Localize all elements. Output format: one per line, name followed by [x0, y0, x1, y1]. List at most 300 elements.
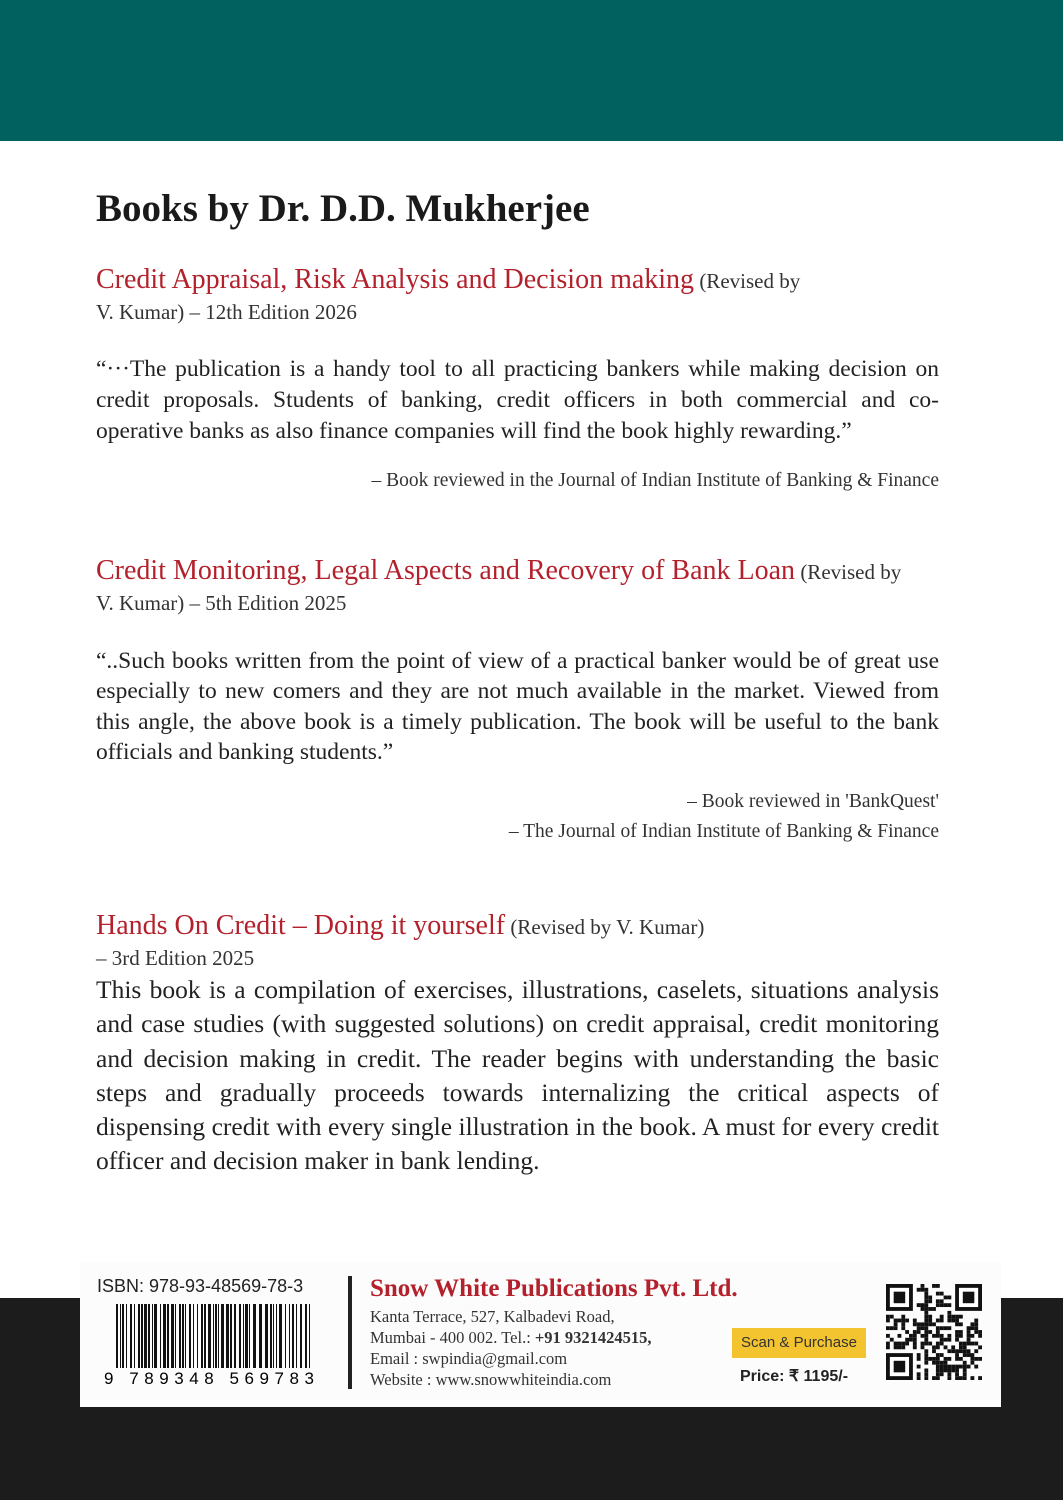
- barcode-bar: [259, 1304, 262, 1368]
- qr-module: [924, 1307, 928, 1311]
- qr-module: [955, 1322, 959, 1326]
- qr-module: [921, 1288, 925, 1292]
- qr-module: [944, 1296, 948, 1300]
- qr-module: [917, 1357, 921, 1361]
- qr-module: [947, 1338, 951, 1342]
- qr-module: [963, 1342, 967, 1346]
- qr-module: [951, 1319, 955, 1323]
- qr-module: [974, 1319, 978, 1323]
- barcode-bar: [296, 1304, 297, 1368]
- qr-module: [959, 1342, 963, 1346]
- qr-module: [928, 1342, 932, 1346]
- qr-module: [924, 1330, 928, 1334]
- email: Email : swpindia@gmail.com: [370, 1349, 568, 1368]
- qr-module: [936, 1342, 940, 1346]
- book-title: Hands On Credit – Doing it yourself: [96, 910, 506, 941]
- barcode: [104, 1304, 316, 1386]
- qr-module: [963, 1361, 967, 1365]
- review-quote: “···The publication is a handy tool to all practicing bankers while making decision on credit proposals. Students of banking, credit officers in both commercial and co-operative banks as also finance companies will find the book highly rewarding.”: [96, 356, 939, 444]
- qr-module: [963, 1365, 967, 1369]
- qr-module: [924, 1299, 928, 1303]
- qr-module: [944, 1303, 948, 1307]
- qr-module: [932, 1357, 936, 1361]
- qr-module: [940, 1319, 944, 1323]
- barcode-bar: [215, 1304, 217, 1368]
- qr-module: [921, 1334, 925, 1338]
- book-edition: – 3rd Edition 2025: [96, 946, 255, 970]
- qr-module: [940, 1334, 944, 1338]
- qr-module: [905, 1330, 909, 1334]
- barcode-bar: [270, 1304, 272, 1368]
- barcode-bar: [141, 1304, 143, 1368]
- qr-module: [951, 1315, 955, 1319]
- qr-module: [932, 1334, 936, 1338]
- qr-module: [951, 1368, 955, 1372]
- barcode-bar: [122, 1304, 124, 1368]
- address-line: Kanta Terrace, 527, Kalbadevi Road,: [370, 1307, 615, 1326]
- barcode-bar: [193, 1304, 194, 1368]
- qr-module: [974, 1365, 978, 1369]
- qr-module: [940, 1365, 944, 1369]
- barcode-bar: [189, 1304, 191, 1368]
- qr-module: [924, 1353, 928, 1357]
- qr-module: [978, 1357, 982, 1361]
- qr-module: [924, 1368, 928, 1372]
- qr-module: [894, 1345, 898, 1349]
- qr-module: [894, 1326, 898, 1330]
- qr-module: [901, 1319, 905, 1323]
- qr-module: [921, 1307, 925, 1311]
- book-1: [96, 263, 939, 496]
- qr-module: [974, 1349, 978, 1353]
- book-edition: V. Kumar) – 12th Edition 2026: [96, 300, 357, 324]
- barcode-bar: [185, 1304, 186, 1368]
- qr-module: [951, 1349, 955, 1353]
- qr-module: [967, 1330, 971, 1334]
- qr-module: [947, 1372, 951, 1376]
- qr-module: [917, 1353, 921, 1357]
- publisher-footer: [80, 1262, 1001, 1407]
- page-title: Books by Dr. D.D. Mukherjee: [96, 187, 590, 230]
- barcode-bar: [221, 1304, 224, 1368]
- barcode-bar: [182, 1304, 184, 1368]
- qr-module: [940, 1303, 944, 1307]
- qr-module: [944, 1326, 948, 1330]
- qr-module: [913, 1322, 917, 1326]
- qr-module: [951, 1345, 955, 1349]
- qr-module: [924, 1322, 928, 1326]
- qr-module: [932, 1361, 936, 1365]
- qr-module: [928, 1357, 932, 1361]
- qr-module: [978, 1330, 982, 1334]
- qr-module: [924, 1361, 928, 1365]
- barcode-bar: [167, 1304, 169, 1368]
- review-source: – Book reviewed in 'BankQuest': [687, 791, 939, 813]
- qr-module: [936, 1330, 940, 1334]
- qr-module: [936, 1284, 940, 1288]
- qr-module: [932, 1349, 936, 1353]
- qr-module: [947, 1349, 951, 1353]
- qr-module: [936, 1361, 940, 1365]
- book-revised: (Revised by V. Kumar): [505, 915, 705, 939]
- barcode-bar: [305, 1304, 307, 1368]
- qr-module: [955, 1319, 959, 1323]
- qr-module: [924, 1288, 928, 1292]
- qr-module: [890, 1315, 894, 1319]
- qr-module: [959, 1322, 963, 1326]
- qr-module: [890, 1338, 894, 1342]
- book-3: [96, 909, 939, 1179]
- qr-module: [924, 1376, 928, 1380]
- barcode-bar: [249, 1304, 250, 1368]
- qr-module: [898, 1342, 902, 1346]
- qr-module: [947, 1296, 951, 1300]
- qr-module: [947, 1357, 951, 1361]
- qr-finder: [894, 1361, 906, 1373]
- qr-module: [886, 1326, 890, 1330]
- website: Website : www.snowwhiteindia.com: [370, 1370, 612, 1389]
- qr-module: [955, 1338, 959, 1342]
- book-revised: (Revised by: [694, 269, 801, 293]
- barcode-bar: [126, 1304, 127, 1368]
- barcode-bar: [175, 1304, 176, 1368]
- qr-module: [936, 1368, 940, 1372]
- qr-module: [940, 1292, 944, 1296]
- barcode-bar: [285, 1304, 286, 1368]
- barcode-bar: [130, 1304, 132, 1368]
- qr-module: [921, 1345, 925, 1349]
- qr-module: [924, 1319, 928, 1323]
- qr-module: [928, 1307, 932, 1311]
- qr-module: [924, 1372, 928, 1376]
- qr-module: [940, 1368, 944, 1372]
- qr-module: [955, 1365, 959, 1369]
- qr-module: [936, 1372, 940, 1376]
- qr-module: [955, 1368, 959, 1372]
- barcode-digits: 9 789348 569783: [104, 1369, 314, 1386]
- qr-module: [970, 1357, 974, 1361]
- qr-finder: [963, 1292, 975, 1304]
- qr-module: [955, 1330, 959, 1334]
- qr-module: [928, 1322, 932, 1326]
- qr-module: [944, 1338, 948, 1342]
- qr-module: [905, 1338, 909, 1342]
- barcode-bar: [218, 1304, 219, 1368]
- qr-module: [963, 1349, 967, 1353]
- qr-module: [886, 1345, 890, 1349]
- qr-module: [936, 1357, 940, 1361]
- barcode-bar: [163, 1304, 166, 1368]
- barcode-bar: [253, 1304, 256, 1368]
- qr-module: [963, 1353, 967, 1357]
- qr-module: [917, 1365, 921, 1369]
- qr-module: [936, 1303, 940, 1307]
- barcode-bar: [160, 1304, 161, 1368]
- book-edition: V. Kumar) – 5th Edition 2025: [96, 591, 347, 615]
- qr-module: [936, 1334, 940, 1338]
- qr-module: [970, 1361, 974, 1365]
- qr-module: [959, 1376, 963, 1380]
- qr-module: [913, 1338, 917, 1342]
- qr-module: [944, 1365, 948, 1369]
- qr-module: [913, 1330, 917, 1334]
- review-source: – Book reviewed in the Journal of Indian Institute of Banking & Finance: [371, 470, 939, 491]
- qr-module: [936, 1292, 940, 1296]
- qr-module: [955, 1315, 959, 1319]
- barcode-bar: [273, 1304, 274, 1368]
- phone: +91 9321424515,: [534, 1328, 652, 1347]
- qr-module: [967, 1342, 971, 1346]
- qr-code: [886, 1284, 982, 1380]
- barcode-bar: [208, 1304, 211, 1368]
- qr-module: [955, 1357, 959, 1361]
- book-title: Credit Monitoring, Legal Aspects and Recovery of Bank Loan: [96, 555, 796, 586]
- qr-module: [955, 1353, 959, 1357]
- qr-module: [936, 1345, 940, 1349]
- qr-module: [917, 1288, 921, 1292]
- qr-module: [940, 1338, 944, 1342]
- qr-module: [978, 1334, 982, 1338]
- qr-module: [947, 1334, 951, 1338]
- qr-module: [917, 1322, 921, 1326]
- qr-module: [955, 1334, 959, 1338]
- qr-module: [886, 1319, 890, 1323]
- qr-module: [959, 1365, 963, 1369]
- qr-module: [901, 1326, 905, 1330]
- qr-module: [940, 1372, 944, 1376]
- qr-module: [917, 1376, 921, 1380]
- qr-module: [947, 1311, 951, 1315]
- qr-module: [967, 1365, 971, 1369]
- barcode-bar: [201, 1304, 203, 1368]
- qr-module: [959, 1357, 963, 1361]
- barcode-bar: [138, 1304, 140, 1368]
- barcode-bar: [197, 1304, 198, 1368]
- qr-module: [932, 1284, 936, 1288]
- isbn: ISBN: 978-93-48569-78-3: [97, 1276, 304, 1296]
- qr-module: [970, 1322, 974, 1326]
- qr-module: [947, 1315, 951, 1319]
- barcode-bar: [204, 1304, 206, 1368]
- qr-module: [924, 1292, 928, 1296]
- qr-module: [917, 1372, 921, 1376]
- qr-module: [913, 1345, 917, 1349]
- qr-module: [936, 1299, 940, 1303]
- qr-module: [947, 1303, 951, 1307]
- qr-module: [905, 1319, 909, 1323]
- barcode-bar: [234, 1304, 236, 1368]
- qr-module: [944, 1368, 948, 1372]
- qr-module: [890, 1326, 894, 1330]
- scan-purchase-label: Scan & Purchase: [732, 1328, 866, 1358]
- barcode-bar: [243, 1304, 244, 1368]
- qr-module: [924, 1315, 928, 1319]
- barcode-bar: [289, 1304, 290, 1368]
- qr-module: [974, 1342, 978, 1346]
- qr-module: [917, 1326, 921, 1330]
- divider: [348, 1276, 352, 1389]
- qr-module: [936, 1376, 940, 1380]
- qr-module: [955, 1349, 959, 1353]
- qr-module: [978, 1345, 982, 1349]
- barcode-bar: [134, 1304, 135, 1368]
- barcode-bar: [171, 1304, 174, 1368]
- qr-module: [905, 1342, 909, 1346]
- qr-module: [924, 1349, 928, 1353]
- qr-module: [924, 1342, 928, 1346]
- qr-module: [936, 1326, 940, 1330]
- qr-module: [947, 1365, 951, 1369]
- qr-module: [932, 1307, 936, 1311]
- qr-module: [967, 1338, 971, 1342]
- address-line: [370, 1327, 652, 1348]
- qr-module: [967, 1334, 971, 1338]
- qr-module: [970, 1376, 974, 1380]
- qr-module: [913, 1342, 917, 1346]
- qr-module: [947, 1326, 951, 1330]
- qr-module: [967, 1326, 971, 1330]
- qr-module: [924, 1334, 928, 1338]
- qr-module: [932, 1376, 936, 1380]
- barcode-bar: [239, 1304, 241, 1368]
- qr-module: [928, 1296, 932, 1300]
- qr-module: [924, 1338, 928, 1342]
- qr-module: [924, 1326, 928, 1330]
- qr-module: [924, 1311, 928, 1315]
- qr-module: [978, 1376, 982, 1380]
- qr-module: [886, 1342, 890, 1346]
- barcode-bar: [300, 1304, 302, 1368]
- qr-module: [974, 1330, 978, 1334]
- qr-module: [936, 1319, 940, 1323]
- qr-module: [913, 1319, 917, 1323]
- qr-module: [921, 1303, 925, 1307]
- qr-module: [894, 1319, 898, 1323]
- qr-module: [947, 1376, 951, 1380]
- review-quote: “..Such books written from the point of view of a practical banker would be of great use especially to new comers and they are not much available in the market. Viewed from this angle, the above book is a timely publication. The book will be useful to the bank officials and banking students.”: [96, 648, 939, 765]
- barcode-bar: [309, 1304, 310, 1368]
- qr-module: [967, 1349, 971, 1353]
- qr-module: [963, 1368, 967, 1372]
- qr-module: [944, 1345, 948, 1349]
- book-description: This book is a compilation of exercises, illustrations, caselets, situations analysis and case studies (with suggested solutions) on credit appraisal, credit monitoring and decision making in credit. The reader begins with understanding the basic steps and gradually proceeds towards internalizing the critical aspects of dispensing credit with every single illustration in the book. A must for every credit officer and decision maker in bank lending.: [96, 975, 939, 1176]
- qr-module: [932, 1345, 936, 1349]
- qr-module: [959, 1315, 963, 1319]
- qr-module: [940, 1353, 944, 1357]
- qr-module: [936, 1353, 940, 1357]
- qr-module: [924, 1357, 928, 1361]
- publisher-name: Snow White Publications Pvt. Ltd.: [370, 1275, 738, 1302]
- qr-module: [901, 1345, 905, 1349]
- qr-module: [901, 1342, 905, 1346]
- qr-finder: [894, 1292, 906, 1304]
- qr-module: [909, 1334, 913, 1338]
- qr-module: [970, 1353, 974, 1357]
- qr-module: [928, 1315, 932, 1319]
- qr-module: [959, 1334, 963, 1338]
- qr-module: [928, 1299, 932, 1303]
- qr-module: [924, 1296, 928, 1300]
- barcode-bar: [179, 1304, 181, 1368]
- city: Mumbai - 400 002. Tel.:: [370, 1328, 535, 1347]
- qr-module: [917, 1330, 921, 1334]
- qr-module: [921, 1326, 925, 1330]
- qr-module: [898, 1345, 902, 1349]
- qr-module: [947, 1319, 951, 1323]
- barcode-bar: [213, 1304, 214, 1368]
- qr-module: [886, 1315, 890, 1319]
- barcode-bar: [265, 1304, 268, 1368]
- price: Price: ₹ 1195/-: [740, 1368, 849, 1385]
- qr-module: [944, 1357, 948, 1361]
- qr-module: [894, 1322, 898, 1326]
- qr-module: [963, 1372, 967, 1376]
- qr-module: [967, 1353, 971, 1357]
- qr-module: [940, 1361, 944, 1365]
- top-color-band: [0, 0, 1063, 141]
- qr-module: [959, 1330, 963, 1334]
- qr-module: [901, 1322, 905, 1326]
- book-title: Credit Appraisal, Risk Analysis and Decision making: [96, 264, 695, 295]
- qr-module: [917, 1303, 921, 1307]
- qr-module: [921, 1342, 925, 1346]
- qr-module: [974, 1357, 978, 1361]
- barcode-bar: [279, 1304, 282, 1368]
- qr-module: [959, 1349, 963, 1353]
- qr-module: [944, 1361, 948, 1365]
- qr-module: [959, 1345, 963, 1349]
- qr-module: [970, 1342, 974, 1346]
- qr-module: [913, 1334, 917, 1338]
- qr-module: [963, 1376, 967, 1380]
- barcode-bar: [276, 1304, 277, 1368]
- review-source: – The Journal of Indian Institute of Banking & Finance: [508, 821, 939, 843]
- qr-module: [886, 1334, 890, 1338]
- book-revised: (Revised by: [795, 560, 902, 584]
- barcode-bar: [245, 1304, 248, 1368]
- barcode-bar: [148, 1304, 150, 1368]
- barcode-bar: [154, 1304, 157, 1368]
- barcode-bar: [120, 1304, 121, 1368]
- qr-module: [940, 1315, 944, 1319]
- barcode-bar: [152, 1304, 153, 1368]
- qr-module: [955, 1376, 959, 1380]
- qr-module: [898, 1334, 902, 1338]
- qr-module: [947, 1368, 951, 1372]
- qr-module: [936, 1365, 940, 1369]
- qr-module: [970, 1326, 974, 1330]
- qr-module: [932, 1322, 936, 1326]
- qr-module: [974, 1322, 978, 1326]
- barcode-bar: [144, 1304, 147, 1368]
- qr-module: [928, 1330, 932, 1334]
- qr-module: [901, 1315, 905, 1319]
- qr-module: [963, 1345, 967, 1349]
- qr-module: [921, 1322, 925, 1326]
- book-2: [96, 554, 939, 847]
- qr-module: [909, 1338, 913, 1342]
- barcode-bar: [226, 1304, 229, 1368]
- qr-module: [940, 1342, 944, 1346]
- qr-module: [940, 1326, 944, 1330]
- qr-module: [974, 1326, 978, 1330]
- qr-module: [970, 1334, 974, 1338]
- qr-module: [928, 1319, 932, 1323]
- qr-module: [921, 1284, 925, 1288]
- qr-module: [924, 1303, 928, 1307]
- qr-module: [951, 1365, 955, 1369]
- qr-module: [894, 1342, 898, 1346]
